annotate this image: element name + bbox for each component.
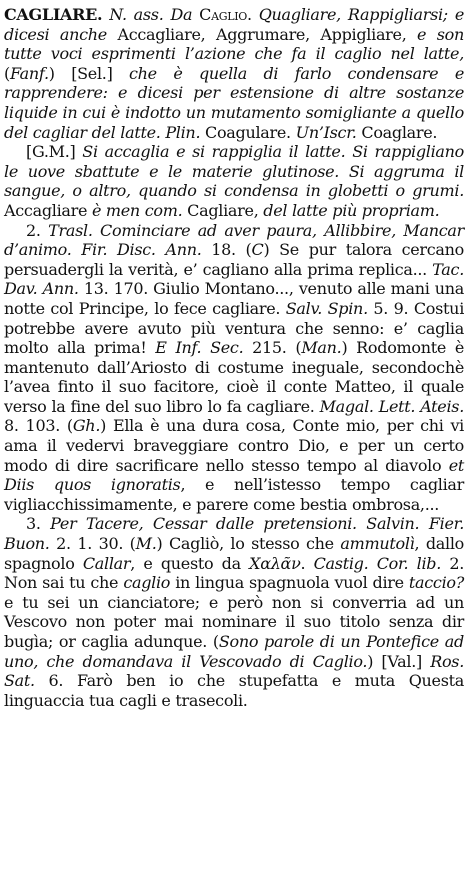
entry-text: caglio xyxy=(123,573,171,593)
entry-text: taccio? xyxy=(408,573,464,593)
entry-text: M. xyxy=(135,534,157,554)
entry-text: Accagliare, Aggrumare, Appigliare, xyxy=(117,24,418,44)
entry-text: 8. 103. ( xyxy=(4,416,73,436)
entry-text: ( xyxy=(4,63,10,83)
entry-text: Salv. Spin. xyxy=(285,298,368,318)
entry-text: Trasl. Cominciare ad aver paura, xyxy=(48,220,317,240)
entry-headword: CAGLIARE. xyxy=(4,5,103,24)
entry-text: Cagliare, xyxy=(182,200,264,220)
entry-text: Χαλᾶν xyxy=(249,553,301,573)
entry-text: 215. ( xyxy=(243,338,302,358)
entry-text: Fanf. xyxy=(9,63,49,83)
entry-text: ) Rodomonte è mantenuto dall’Ariosto di costume ineguale, secondochè l’avea finto il suo facitore, cioè il conte Matteo, il quale verso la fine del suo libro lo fa cagliare. xyxy=(4,338,464,416)
entry-paragraph xyxy=(4,221,464,515)
entry-text: 6. Farò ben io che stupefatta e muta Questa linguaccia tua cagli e trasecoli. xyxy=(4,671,464,710)
entry-text: ) Cagliò, lo stesso che xyxy=(156,534,341,554)
entry-text: [G.M.] xyxy=(26,142,83,162)
entry-text: Tac. Dav. Ann. xyxy=(4,259,464,299)
entry-text: del latte più propriam. xyxy=(263,200,440,220)
entry-text: Accagliare xyxy=(4,200,92,220)
entry-text: ammutolì xyxy=(340,534,415,554)
entry-text: E Inf. Sec. xyxy=(155,338,244,358)
entry-text: Un’Iscr. xyxy=(295,122,357,142)
entry-text: e tu sei un cianciatore; e però non si converria ad un Vescovo non poter mai nominare il suo titolo senza dir bugìa; or caglia adunque. ( xyxy=(4,592,464,651)
entry-text: 13. 170. Giulio Montano..., venuto alle mani una notte col Principe, lo fece cagliare. xyxy=(4,279,464,318)
entry-text: 18. ( xyxy=(201,240,252,260)
entry-text: ) [Sel.] xyxy=(48,63,129,83)
entry-text: Castig. Cor. lib. xyxy=(313,553,442,573)
entry-text: Ros. Sat. xyxy=(4,651,464,691)
entry-text: Caglio xyxy=(199,5,247,24)
entry-text: che è quella di farlo condensare e rapprendere: e dicesi per estensione di altre sostanze liquide in cui è indotto un mutamento somigliante a quello del cagliar del latte. Plin. xyxy=(4,63,464,142)
entry-text: ) Ella è una dura cosa, Conte mio, per chi vi ama il vedervi braveggiare contro Dio, e per un certo modo di dire sacrificare nello stesso tempo al diavolo xyxy=(4,416,464,475)
entry-text: ) [Val.] xyxy=(367,651,431,671)
entry-text: Callar xyxy=(82,553,131,573)
entry-text: C xyxy=(251,240,264,260)
entry-text: . xyxy=(247,5,259,24)
entry-text: Per Tacere, Cessar dalle pretensioni. Salvin. Fier. Buon. xyxy=(4,514,464,554)
entry-text: . xyxy=(300,553,314,573)
entry-text: in lingua spagnuola vuol dire xyxy=(170,573,409,593)
dictionary-entry xyxy=(4,5,464,710)
entry-text: N. ass. Da xyxy=(102,5,200,24)
entry-text: è men com. xyxy=(91,200,183,220)
entry-paragraph xyxy=(4,514,464,710)
entry-text: Man. xyxy=(301,338,342,358)
entry-text: Si accaglia e si rappiglia il latte. Si rappigliano le uove sbattute e le materie glutinose. Si aggruma il sangue, o altro, quando si condensa in globetti o grumi. xyxy=(4,142,464,201)
entry-text: e son tutte voci esprimenti l’azione che fa il caglio nel latte, xyxy=(4,24,464,64)
entry-text: ) Se pur talora cercano persuadergli la verità, e’ cagliano alla prima replica... xyxy=(4,240,465,279)
entry-text: , e nell’istesso tempo cagliar vigliacchissimamente, e parere come bestia ombrosa,... xyxy=(4,475,464,514)
entry-text: Gh. xyxy=(72,416,101,436)
entry-text: Coagulare. xyxy=(200,122,296,142)
entry-paragraph xyxy=(4,5,464,142)
entry-text: 2. 1. 30. ( xyxy=(49,534,136,554)
entry-text: Sono parole di un Pontefice ad uno, che domandava il Vescovado di Caglio. xyxy=(4,632,464,671)
entry-text: , e questo da xyxy=(130,553,250,573)
entry-text: Magal. Lett. Ateis. xyxy=(319,396,464,416)
entry-text: Quagliare, Rappigliarsi; e dicesi anche xyxy=(4,5,464,44)
entry-text: 3. xyxy=(26,514,51,534)
entry-text: 2. Non sai tu che xyxy=(4,553,464,593)
entry-text: 5. 9. Costui potrebbe avere avuto più ventura che senno: e’ caglia molto alla prima! xyxy=(4,298,465,358)
entry-paragraph xyxy=(4,142,464,220)
entry-text: 2. xyxy=(26,220,49,240)
entry-text: , dallo spagnolo xyxy=(4,534,464,573)
entry-text: Allibbire, Mancar d’animo. Fir. Disc. Ann. xyxy=(4,220,465,260)
entry-text: et Diis quos ignoratis xyxy=(4,455,464,495)
entry-text: Coaglare. xyxy=(356,122,438,142)
